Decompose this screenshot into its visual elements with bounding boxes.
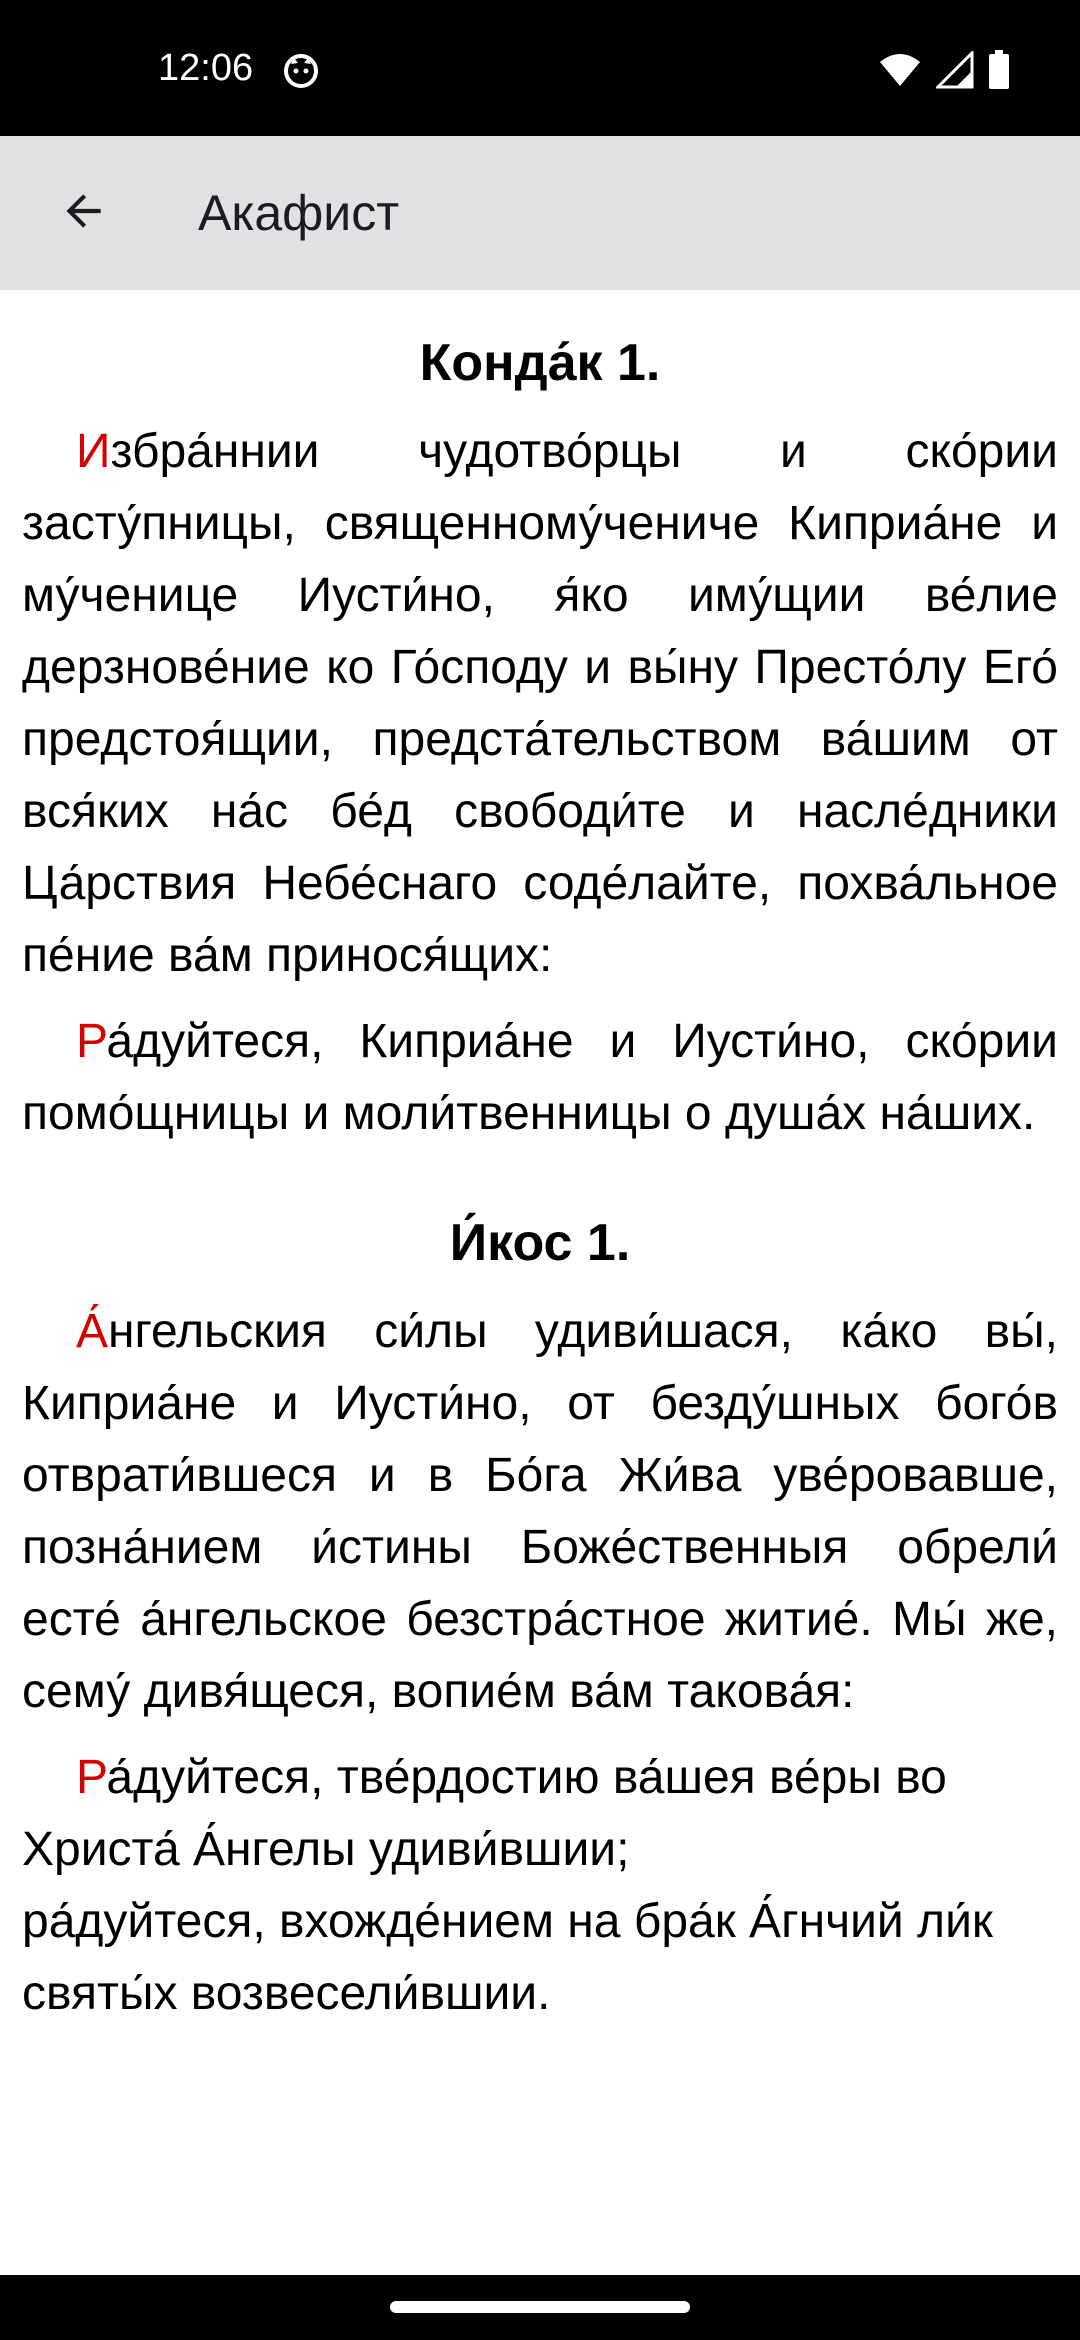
- app-bar: [0, 136, 1080, 290]
- ikos-paragraph-2: [22, 1742, 1058, 1886]
- ikos-title: И́кос 1.: [449, 1214, 631, 1272]
- kontakion-paragraph-1: [22, 416, 1058, 992]
- paragraph-text: нгельския си́лы удиви́шася, ка́ко вы́, Киприа́не и Иусти́но, от безду́шных бого́в отврати́вшеся и в Бо́га Жи́ва уве́ровавше, позна́нием и́стины Боже́ственныя обрели́ есте́ а́нгельское безстра́стное житие́. Мы́ же, сему́ дивя́щеся, вопие́м ва́м такова́я:: [22, 1305, 1058, 1718]
- paragraph-text: а́дуйтеся, тве́рдостию ва́шея ве́ры во Христа́ А́нгелы удиви́вшии;: [22, 1751, 947, 1876]
- red-initial: Р: [76, 1751, 107, 1804]
- paragraph-text: ра́дуйтеся, вхожде́нием на бра́к А́гнчий ли́к святы́х возвесели́вшии.: [22, 1895, 993, 2020]
- paragraph-text: збра́ннии чудотво́рцы и ско́рии засту́пницы, священному́чениче Киприа́не и му́ченице Иусти́но, я́ко иму́щии ве́лие дерзнове́ние ко Го́споду и вы́ну Престо́лу Его́ предстоя́щии, предста́тельством ва́шим от вся́ких на́с бе́д свободи́те и насле́дники Ца́рствия Небе́снаго соде́лайте, похва́льное пе́ние ва́м принося́щих:: [22, 425, 1058, 982]
- status-time: 12:06: [158, 47, 254, 89]
- battery-icon: [988, 50, 1010, 90]
- akathist-content[interactable]: [22, 290, 1058, 2275]
- ikos-paragraph-3: [22, 1886, 1058, 2030]
- arrow-left-icon: [59, 186, 109, 241]
- wifi-icon: [878, 52, 922, 88]
- page-title: Акафист: [198, 185, 400, 241]
- kontakion-title: Конда́к 1.: [419, 334, 661, 392]
- ikos-paragraph-1: [22, 1296, 1058, 1728]
- signal-icon: [936, 51, 974, 89]
- red-initial: А́: [76, 1305, 109, 1358]
- back-button[interactable]: [40, 169, 128, 257]
- paragraph-text: а́дуйтеся, Киприа́не и Иусти́но, ско́рии помо́щницы и моли́твенницы о душа́х на́ших.: [22, 1015, 1058, 1140]
- gesture-handle[interactable]: [390, 2301, 690, 2313]
- red-initial: Р: [76, 1015, 107, 1068]
- kontakion-paragraph-2: [22, 1006, 1058, 1150]
- status-bar: [0, 0, 1080, 136]
- status-icons: [878, 48, 1010, 92]
- navigation-bar: [0, 2275, 1080, 2340]
- cat-face-icon: [282, 52, 320, 90]
- red-initial: И: [76, 425, 111, 478]
